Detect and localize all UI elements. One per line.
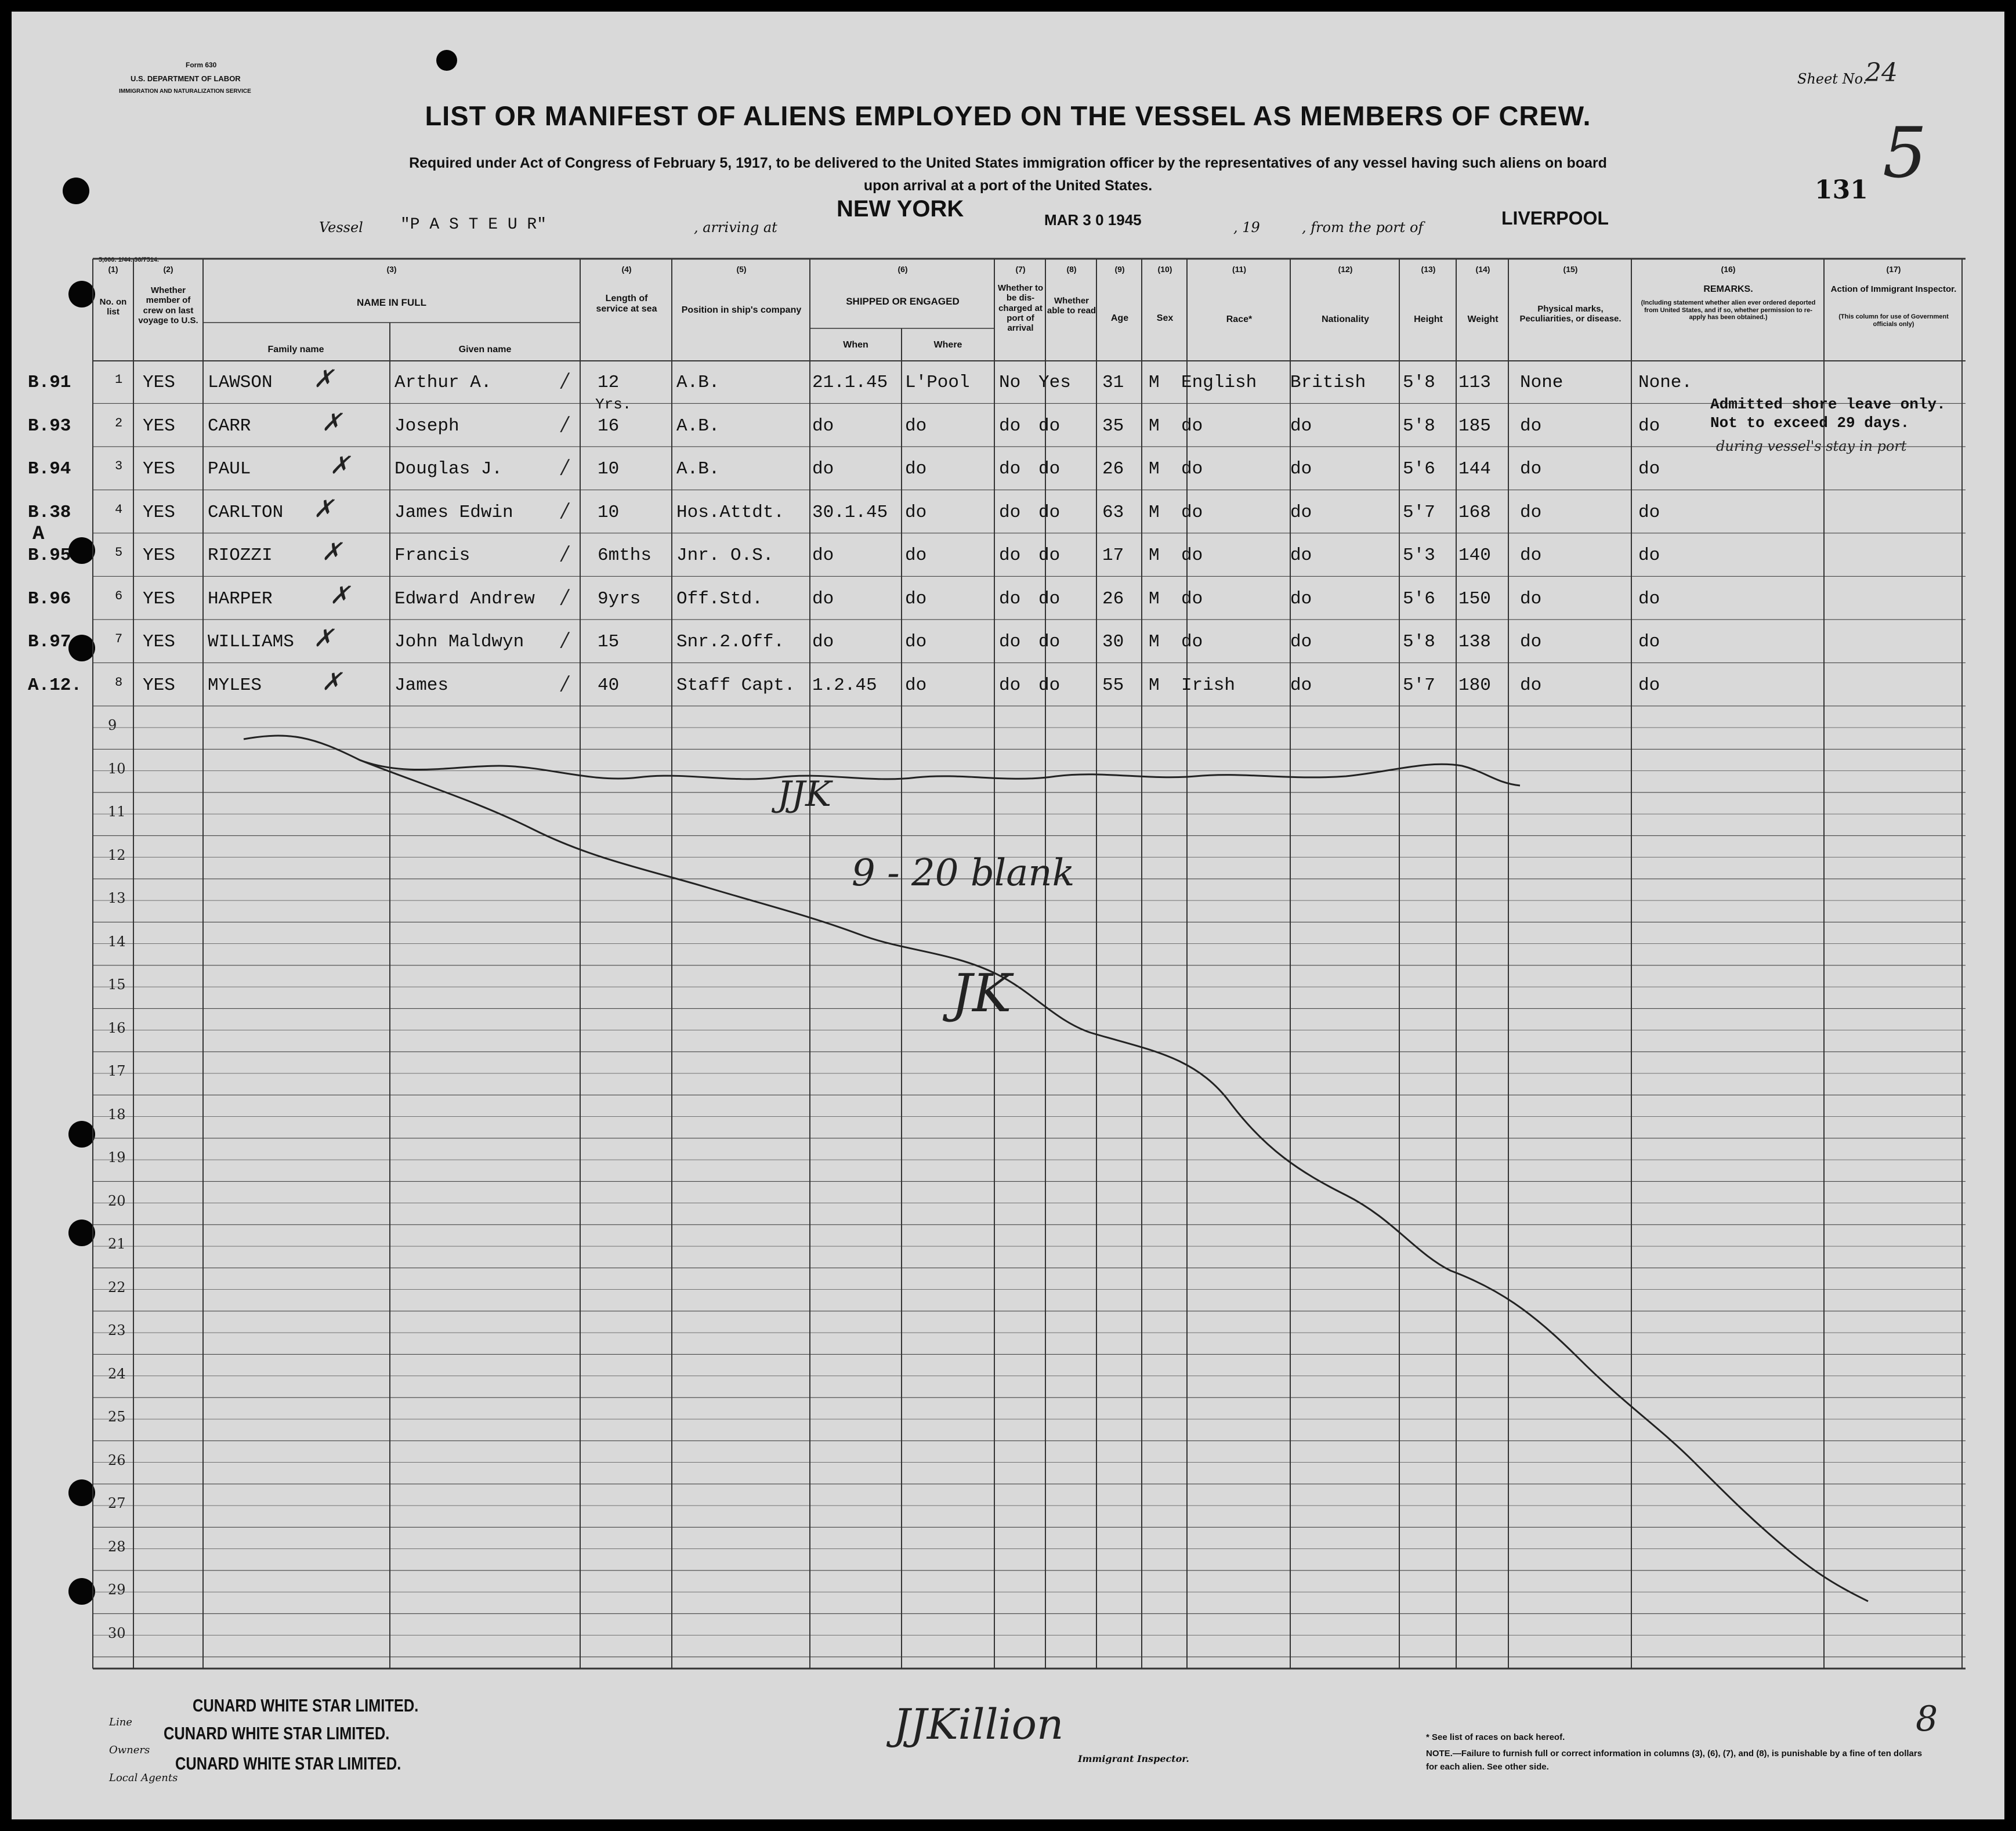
inspector-signature: JJKillion: [893, 1700, 1064, 1749]
row-code: B.94: [28, 459, 71, 479]
row-race: do: [1181, 632, 1203, 652]
row-shipped-where: do: [905, 545, 927, 566]
col4-num: (4): [621, 265, 632, 274]
check-mark-icon: ✗: [313, 364, 334, 393]
line-value: CUNARD WHITE STAR LIMITED.: [193, 1695, 419, 1716]
row-physical-marks: do: [1520, 415, 1542, 436]
col1-num: (1): [108, 265, 118, 274]
tick-mark-icon: /: [562, 585, 569, 609]
row-sex: M: [1149, 545, 1160, 566]
arriving-label: , arriving at: [694, 219, 777, 236]
initials-2: JK: [951, 963, 1012, 1024]
empty-row-number: 23: [108, 1322, 126, 1338]
empty-row-number: 30: [108, 1624, 126, 1641]
row-family-name: CARR: [208, 415, 251, 436]
col14-num: (14): [1475, 265, 1490, 274]
row-shipped-when: do: [812, 415, 834, 436]
col2-header: Whether member of crew on last voyage to U.S.: [138, 285, 198, 325]
strike-lines: [12, 12, 2004, 1819]
row-last-voyage: YES: [143, 459, 175, 479]
col11-header: Race*: [1226, 314, 1253, 324]
row-last-voyage: YES: [143, 502, 175, 523]
vessel-name: "P A S T E U R": [400, 216, 547, 234]
row-height: 5'6: [1403, 588, 1435, 609]
row-service: 40: [598, 675, 620, 696]
date-stamp: MAR 3 0 1945: [1044, 211, 1142, 229]
check-mark-icon: ✗: [313, 624, 334, 652]
vessel-label: Vessel: [319, 219, 363, 236]
row-nationality: British: [1290, 372, 1366, 393]
row-shipped-when: 30.1.45: [812, 502, 888, 523]
row-last-voyage: YES: [143, 372, 175, 393]
empty-row-number: 14: [108, 933, 126, 950]
row-position: A.B.: [676, 415, 720, 436]
row-shipped-where: L'Pool: [905, 372, 970, 393]
row-age: 35: [1102, 415, 1124, 436]
print-code: 5,000. 1/44. 36/7514.: [99, 256, 159, 263]
empty-row-number: 9: [108, 717, 117, 733]
col13-header: Height: [1414, 314, 1443, 324]
row-number: 1: [115, 372, 123, 387]
row-service: 15: [598, 632, 620, 652]
row-height: 5'7: [1403, 675, 1435, 696]
row-race: do: [1181, 459, 1203, 479]
inspector-note-line1: Admitted shore leave only.: [1710, 396, 1946, 413]
row-able-to-read: do: [1038, 459, 1061, 479]
fine-note: NOTE.—Failure to furnish full or correct information in columns (3), (6), (7), and (8), is punishable by a fine of ten dollars for each alien. See other side.: [1426, 1749, 1923, 1772]
manifest-sheet: [12, 12, 2004, 1819]
row-weight: 168: [1458, 502, 1491, 523]
form-subtitle-1: Required under Act of Congress of February 5, 1917, to be delivered to the United States immigration officer by the representatives of any vessel having such aliens on board: [409, 155, 1607, 171]
row-shipped-where: do: [905, 588, 927, 609]
empty-row-number: 18: [108, 1106, 126, 1123]
form-title: LIST OR MANIFEST OF ALIENS EMPLOYED ON THE VESSEL AS MEMBERS OF CREW.: [425, 100, 1591, 131]
row-age: 30: [1102, 632, 1124, 652]
row-physical-marks: do: [1520, 675, 1542, 696]
row-remarks: do: [1638, 675, 1660, 696]
col6-header: SHIPPED OR ENGAGED: [846, 296, 960, 307]
row-discharge: do: [999, 588, 1021, 609]
row-weight: 140: [1458, 545, 1491, 566]
col6b-header: Where: [933, 340, 962, 350]
col10-num: (10): [1157, 265, 1172, 274]
row-number: 6: [115, 588, 123, 603]
row-age: 31: [1102, 372, 1124, 393]
row-nationality: do: [1290, 588, 1312, 609]
row-shipped-when: do: [812, 632, 834, 652]
row-remarks: do: [1638, 588, 1660, 609]
row-position: Off.Std.: [676, 588, 763, 609]
col7-header: Whether to be dis-charged at port of arrival: [997, 283, 1044, 333]
empty-row-number: 25: [108, 1409, 126, 1425]
empty-row-number: 19: [108, 1149, 126, 1166]
row-code: A.12.: [28, 675, 82, 696]
row-sex: M: [1149, 459, 1160, 479]
row-family-name: WILLIAMS: [208, 632, 294, 652]
empty-row-number: 15: [108, 976, 126, 993]
check-mark-icon: ✗: [330, 451, 350, 479]
row-given-name: Arthur A.: [394, 372, 492, 393]
row-number: 3: [115, 459, 123, 473]
row-remarks: None.: [1638, 372, 1693, 393]
col16-num: (16): [1721, 265, 1736, 274]
row-discharge: do: [999, 459, 1021, 479]
col2-num: (2): [163, 265, 173, 274]
row-nationality: do: [1290, 459, 1312, 479]
row-race: English: [1181, 372, 1257, 393]
row-nationality: do: [1290, 502, 1312, 523]
row-discharge: do: [999, 632, 1021, 652]
row-given-name: James: [394, 675, 449, 696]
inspector-note-hand: during vessel's stay in port: [1716, 438, 1907, 454]
row-family-name: HARPER: [208, 588, 273, 609]
row-height: 5'8: [1403, 415, 1435, 436]
empty-row-number: 24: [108, 1365, 126, 1382]
empty-row-number: 21: [108, 1236, 126, 1252]
row-service: 6mths: [598, 545, 652, 566]
from-port: LIVERPOOL: [1501, 208, 1609, 229]
col15-header: Physical marks, Peculiarities, or disease.: [1519, 304, 1622, 324]
row-remarks: do: [1638, 502, 1660, 523]
row-code: B.97: [28, 632, 71, 652]
corner-number: 8: [1916, 1699, 1938, 1739]
row-age: 63: [1102, 502, 1124, 523]
row-shipped-when: do: [812, 588, 834, 609]
row-last-voyage: YES: [143, 675, 175, 696]
row-physical-marks: None: [1520, 372, 1563, 393]
check-mark-icon: ✗: [313, 494, 334, 523]
row-remarks: do: [1638, 415, 1660, 436]
row-age: 26: [1102, 588, 1124, 609]
row-able-to-read: do: [1038, 675, 1061, 696]
col3b-header: Given name: [458, 345, 512, 354]
empty-row-number: 17: [108, 1063, 126, 1079]
row-able-to-read: do: [1038, 502, 1061, 523]
empty-row-number: 26: [108, 1452, 126, 1468]
row-code: B.91: [28, 372, 71, 393]
strike-line-row9: [244, 736, 1520, 786]
row-shipped-when: 1.2.45: [812, 675, 877, 696]
blank-rows-note: 9 - 20 blank: [852, 852, 1075, 895]
col1-header: No. on list: [99, 297, 127, 317]
col9-num: (9): [1114, 265, 1125, 274]
row-able-to-read: Yes: [1038, 372, 1071, 393]
empty-row-number: 28: [108, 1538, 126, 1555]
row-height: 5'6: [1403, 459, 1435, 479]
row-service: 10: [598, 459, 620, 479]
row-physical-marks: do: [1520, 502, 1542, 523]
row-sex: M: [1149, 372, 1160, 393]
row-family-name: RIOZZI: [208, 545, 273, 566]
row-position: Jnr. O.S.: [676, 545, 774, 566]
form-subtitle-2: upon arrival at a port of the United States.: [863, 178, 1153, 194]
row-age: 55: [1102, 675, 1124, 696]
strike-line-diagonal: [360, 760, 1868, 1601]
row-physical-marks: do: [1520, 459, 1542, 479]
row-last-voyage: YES: [143, 545, 175, 566]
row-nationality: do: [1290, 545, 1312, 566]
row-weight: 138: [1458, 632, 1491, 652]
row-race: do: [1181, 588, 1203, 609]
department: U.S. DEPARTMENT OF LABOR: [131, 74, 241, 83]
row-race: Irish: [1181, 675, 1236, 696]
row-shipped-when: do: [812, 459, 834, 479]
agents-value: CUNARD WHITE STAR LIMITED.: [175, 1753, 401, 1774]
row-discharge: do: [999, 502, 1021, 523]
row-discharge: No: [999, 372, 1021, 393]
empty-row-number: 10: [108, 760, 126, 777]
row-height: 5'8: [1403, 632, 1435, 652]
empty-row-number: 29: [108, 1582, 126, 1598]
row-position: A.B.: [676, 372, 720, 393]
col11-num: (11): [1232, 265, 1247, 274]
row-able-to-read: do: [1038, 588, 1061, 609]
row-weight: 150: [1458, 588, 1491, 609]
row-sex: M: [1149, 502, 1160, 523]
col17-note: (This column for use of Government officials only): [1838, 313, 1949, 328]
col6a-header: When: [843, 340, 868, 350]
row-code: B.38: [28, 502, 71, 523]
owners-value: CUNARD WHITE STAR LIMITED.: [164, 1723, 390, 1743]
row-sex: M: [1149, 415, 1160, 436]
row-remarks: do: [1638, 545, 1660, 566]
check-mark-icon: ✗: [321, 667, 342, 696]
row-number: 7: [115, 632, 123, 646]
row-sex: M: [1149, 675, 1160, 696]
row-number: 2: [115, 415, 123, 430]
row-physical-marks: do: [1520, 588, 1542, 609]
col3-header: NAME IN FULL: [357, 297, 426, 308]
page-number: 131: [1815, 175, 1868, 205]
row-service: 12: [598, 372, 620, 393]
row-weight: 180: [1458, 675, 1491, 696]
row-shipped-when: 21.1.45: [812, 372, 888, 393]
row-service: 9yrs: [598, 588, 641, 609]
row-family-name: PAUL: [208, 459, 251, 479]
empty-row-number: 27: [108, 1495, 126, 1511]
row-race: do: [1181, 545, 1203, 566]
col12-header: Nationality: [1322, 314, 1369, 324]
col7-num: (7): [1015, 265, 1026, 274]
row-family-name: LAWSON: [208, 372, 273, 393]
row-position: Hos.Attdt.: [676, 502, 785, 523]
row-discharge: do: [999, 415, 1021, 436]
owners-label: Owners: [109, 1744, 150, 1756]
col10-header: Sex: [1156, 313, 1174, 323]
row-height: 5'8: [1403, 372, 1435, 393]
row-last-voyage: YES: [143, 588, 175, 609]
margin-letter: A: [32, 523, 45, 545]
row-discharge: do: [999, 545, 1021, 566]
row-sex: M: [1149, 588, 1160, 609]
empty-row-number: 13: [108, 890, 126, 906]
sheet-number: 24: [1865, 58, 1898, 88]
col15-num: (15): [1563, 265, 1578, 274]
empty-row-number: 12: [108, 846, 126, 863]
agents-label: Local Agents: [109, 1772, 178, 1784]
col16-header: REMARKS.: [1703, 284, 1753, 294]
row-given-name: Joseph: [394, 415, 459, 436]
sheet-label: Sheet No.: [1797, 71, 1867, 87]
row-physical-marks: do: [1520, 632, 1542, 652]
row-service: 16: [598, 415, 620, 436]
row-position: Snr.2.Off.: [676, 632, 785, 652]
initials-1: JJK: [777, 774, 831, 815]
row-weight: 144: [1458, 459, 1491, 479]
col9-header: Age: [1110, 313, 1129, 323]
tick-mark-icon: /: [562, 369, 569, 392]
row-given-name: John Maldwyn: [394, 632, 524, 652]
check-mark-icon: ✗: [321, 407, 342, 436]
row-code: B.95: [28, 545, 71, 566]
tick-mark-icon: /: [562, 671, 569, 695]
row-shipped-where: do: [905, 459, 927, 479]
row-code: B.93: [28, 415, 71, 436]
row-code: B.96: [28, 588, 71, 609]
tick-mark-icon: /: [562, 628, 569, 652]
tick-mark-icon: /: [562, 498, 569, 522]
col16-note: (Including statement whether alien ever ordered deported from United States, and if so, whether permission to re-apply has been obtained.): [1641, 299, 1816, 321]
col3-num: (3): [386, 265, 397, 274]
row-family-name: MYLES: [208, 675, 262, 696]
col17-header: Action of Immigrant Inspector.: [1830, 284, 1957, 294]
row-age: 17: [1102, 545, 1124, 566]
row-weight: 113: [1458, 372, 1491, 393]
row-nationality: do: [1290, 415, 1312, 436]
row-position: A.B.: [676, 459, 720, 479]
row-shipped-when: do: [812, 545, 834, 566]
hand-page-number: 5: [1883, 113, 1927, 194]
service-units: Yrs.: [595, 396, 632, 413]
row-nationality: do: [1290, 632, 1312, 652]
row-given-name: Francis: [394, 545, 470, 566]
col13-num: (13): [1421, 265, 1436, 274]
row-able-to-read: do: [1038, 545, 1061, 566]
line-label: Line: [109, 1716, 132, 1728]
form-number: Form 630: [186, 61, 217, 69]
row-shipped-where: do: [905, 675, 927, 696]
check-mark-icon: ✗: [321, 537, 342, 566]
row-sex: M: [1149, 632, 1160, 652]
col5-header: Position in ship's company: [681, 305, 802, 315]
col6-num: (6): [897, 265, 908, 274]
row-given-name: Douglas J.: [394, 459, 503, 479]
service: IMMIGRATION AND NATURALIZATION SERVICE: [119, 88, 251, 95]
row-family-name: CARLTON: [208, 502, 284, 523]
row-nationality: do: [1290, 675, 1312, 696]
empty-row-number: 16: [108, 1019, 126, 1036]
row-given-name: Edward Andrew: [394, 588, 535, 609]
row-race: do: [1181, 415, 1203, 436]
col17-num: (17): [1886, 265, 1901, 274]
row-remarks: do: [1638, 632, 1660, 652]
row-able-to-read: do: [1038, 632, 1061, 652]
col14-header: Weight: [1467, 314, 1499, 324]
col3a-header: Family name: [267, 345, 324, 354]
row-able-to-read: do: [1038, 415, 1061, 436]
empty-row-number: 22: [108, 1279, 126, 1296]
tick-mark-icon: /: [562, 542, 569, 565]
row-last-voyage: YES: [143, 415, 175, 436]
row-remarks: do: [1638, 459, 1660, 479]
row-weight: 185: [1458, 415, 1491, 436]
row-shipped-where: do: [905, 415, 927, 436]
row-number: 5: [115, 545, 123, 560]
col5-num: (5): [736, 265, 747, 274]
empty-row-number: 20: [108, 1192, 126, 1209]
arriving-port: NEW YORK: [837, 196, 964, 222]
row-height: 5'3: [1403, 545, 1435, 566]
year-label: , 19: [1233, 219, 1260, 236]
inspector-note-line2: Not to exceed 29 days.: [1710, 414, 1910, 432]
from-label: , from the port of: [1302, 219, 1424, 236]
row-service: 10: [598, 502, 620, 523]
col8-num: (8): [1066, 265, 1077, 274]
row-age: 26: [1102, 459, 1124, 479]
row-position: Staff Capt.: [676, 675, 795, 696]
tick-mark-icon: /: [562, 412, 569, 436]
tick-mark-icon: /: [562, 455, 569, 479]
col12-num: (12): [1338, 265, 1353, 274]
check-mark-icon: ✗: [330, 580, 350, 609]
col8-header: Whether able to read: [1047, 296, 1096, 316]
row-shipped-where: do: [905, 502, 927, 523]
col4-header: Length of service at sea: [596, 294, 657, 314]
row-discharge: do: [999, 675, 1021, 696]
inspector-label: Immigrant Inspector.: [1078, 1753, 1189, 1764]
row-number: 8: [115, 675, 123, 690]
row-last-voyage: YES: [143, 632, 175, 652]
row-shipped-where: do: [905, 632, 927, 652]
empty-row-number: 11: [108, 804, 126, 820]
row-race: do: [1181, 502, 1203, 523]
row-number: 4: [115, 502, 123, 517]
row-given-name: James Edwin: [394, 502, 513, 523]
race-footnote: * See list of races on back hereof.: [1426, 1732, 1565, 1742]
row-height: 5'7: [1403, 502, 1435, 523]
row-physical-marks: do: [1520, 545, 1542, 566]
